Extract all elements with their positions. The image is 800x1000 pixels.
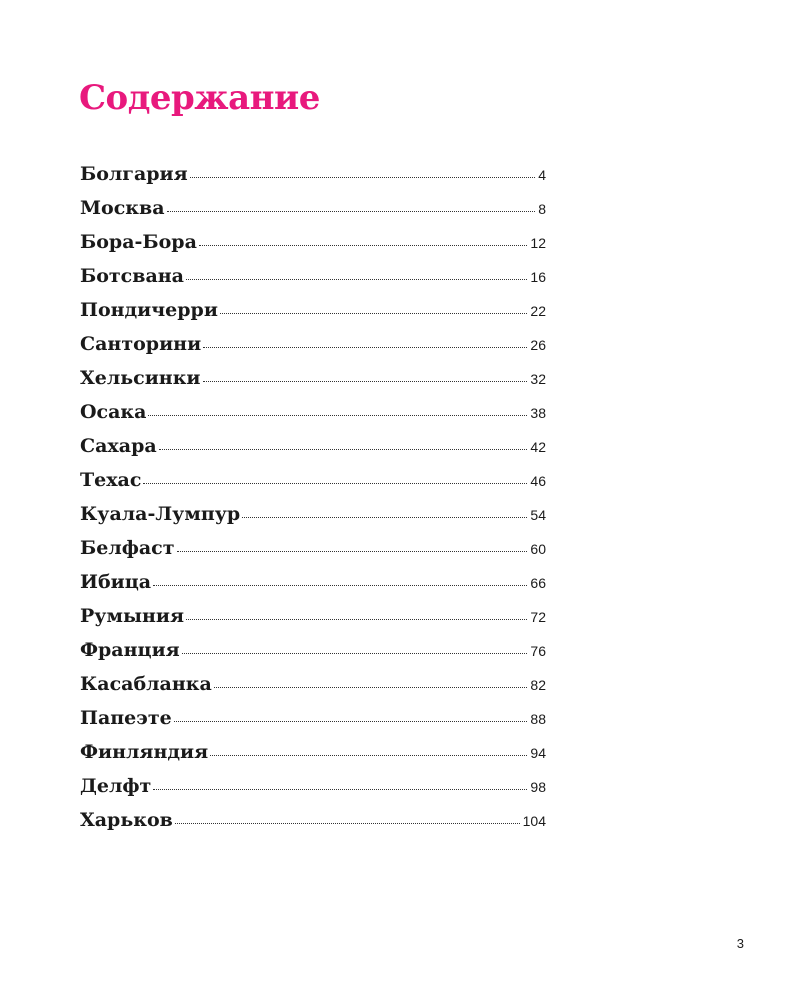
toc-entry[interactable] [80,469,546,503]
toc-entry[interactable] [80,299,546,333]
toc-entry-name: Финляндия [80,741,209,763]
dot-leader [210,754,527,756]
dot-leader [175,822,520,824]
toc-entry-page: 88 [530,711,546,727]
dot-leader [199,244,528,246]
toc-entry-name: Сахара [80,435,157,457]
toc-entry[interactable] [80,231,546,265]
toc-entry-page: 82 [530,677,546,693]
dot-leader [174,720,528,722]
toc-entry-name: Бора-Бора [80,231,197,253]
toc-entry[interactable] [80,163,546,197]
dot-leader [242,516,527,518]
toc-entry-name: Касабланка [80,673,212,695]
toc-entry-page: 8 [538,201,546,217]
toc-entry-page: 60 [530,541,546,557]
toc-entry-page: 26 [530,337,546,353]
page-title: Содержание [79,78,320,118]
toc-entry-page: 16 [530,269,546,285]
toc-entry-name: Техас [80,469,142,491]
dot-leader [167,210,536,212]
toc-entry[interactable] [80,537,546,571]
dot-leader [153,788,527,790]
toc-entry[interactable] [80,367,546,401]
toc-entry-page: 32 [530,371,546,387]
toc-entry-page: 66 [530,575,546,591]
toc-entry-name: Харьков [80,809,173,831]
toc-entry[interactable] [80,503,546,537]
toc-entry-name: Москва [80,197,165,219]
page-number: 3 [736,936,744,951]
table-of-contents [80,163,546,843]
toc-entry[interactable] [80,265,546,299]
toc-entry[interactable] [80,673,546,707]
toc-entry[interactable] [80,571,546,605]
toc-entry[interactable] [80,809,546,843]
dot-leader [190,176,536,178]
toc-entry-page: 42 [530,439,546,455]
toc-entry[interactable] [80,401,546,435]
toc-entry-page: 104 [522,813,546,829]
toc-entry-page: 72 [530,609,546,625]
dot-leader [186,618,527,620]
toc-entry-name: Ибица [80,571,152,593]
toc-entry-page: 54 [530,507,546,523]
dot-leader [186,278,527,280]
dot-leader [182,652,528,654]
toc-entry-name: Белфаст [80,537,175,559]
toc-entry-name: Санторини [80,333,202,355]
dot-leader [148,414,527,416]
toc-entry-name: Хельсинки [80,367,201,389]
toc-entry-name: Пондичерри [80,299,218,321]
dot-leader [177,550,528,552]
toc-entry-page: 4 [538,167,546,183]
toc-entry[interactable] [80,197,546,231]
toc-entry[interactable] [80,707,546,741]
dot-leader [143,482,527,484]
toc-entry[interactable] [80,333,546,367]
dot-leader [159,448,528,450]
toc-entry-page: 22 [530,303,546,319]
toc-entry-page: 76 [530,643,546,659]
dot-leader [153,584,527,586]
toc-entry-name: Папеэте [80,707,172,729]
toc-entry-name: Осака [80,401,147,423]
dot-leader [214,686,528,688]
toc-entry-page: 94 [530,745,546,761]
toc-entry-name: Болгария [80,163,188,185]
toc-entry[interactable] [80,775,546,809]
toc-entry-page: 98 [530,779,546,795]
toc-entry-page: 46 [530,473,546,489]
toc-entry-name: Румыния [80,605,185,627]
toc-entry[interactable] [80,435,546,469]
toc-entry[interactable] [80,605,546,639]
dot-leader [203,380,528,382]
toc-entry[interactable] [80,741,546,775]
toc-entry-name: Ботсвана [80,265,184,287]
toc-entry-page: 12 [530,235,546,251]
dot-leader [220,312,527,314]
dot-leader [203,346,527,348]
toc-entry[interactable] [80,639,546,673]
toc-entry-name: Делфт [80,775,152,797]
toc-entry-name: Куала-Лумпур [80,503,241,525]
toc-entry-page: 38 [530,405,546,421]
toc-entry-name: Франция [80,639,180,661]
